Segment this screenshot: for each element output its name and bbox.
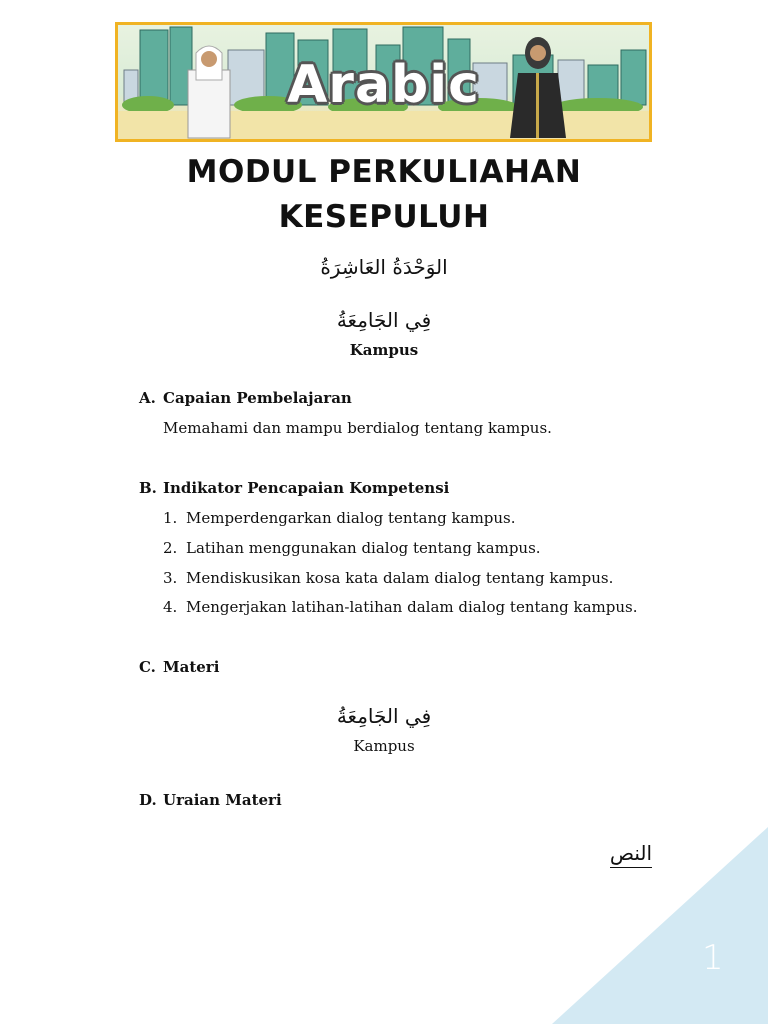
section-a-heading [139,389,352,407]
page-number: 1 [702,938,724,978]
list-item [163,539,541,557]
list-text: Latihan menggunakan dialog tentang kampus. [186,539,541,557]
banner-title: Arabic [287,55,480,115]
materi-arabic: فِي الجَامِعَةُ [336,704,432,728]
list-number: 4. [163,598,178,616]
arabic-text-heading: النص [610,840,652,868]
arabic-topic-title: فِي الجَامِعَةُ [336,308,432,332]
header-banner [115,22,652,142]
section-a-text: Memahami dan mampu berdialog tentang kampus. [163,419,552,437]
section-b-heading [139,479,449,497]
list-text: Mengerjakan latihan-latihan dalam dialog tentang kampus. [186,598,638,616]
section-heading-text: Indikator Pencapaian Kompetensi [163,479,450,497]
list-item [163,569,613,587]
materi-latin: Kampus [353,737,415,755]
list-item [163,598,637,616]
section-heading-text: Materi [163,658,220,676]
list-text: Mendiskusikan kosa kata dalam dialog tentang kampus. [186,569,614,587]
list-number: 2. [163,539,178,557]
section-letter: B. [139,479,157,497]
list-number: 3. [163,569,178,587]
page-title [0,150,768,240]
section-heading-text: Uraian Materi [163,791,282,809]
arabic-unit-title: الوَحْدَةُ العَاشِرَةُ [320,255,448,279]
list-item [163,509,516,527]
list-text: Memperdengarkan dialog tentang kampus. [186,509,516,527]
list-number: 1. [163,509,178,527]
corner-decoration [552,827,768,1024]
section-letter: D. [139,791,157,809]
section-d-heading [139,791,282,809]
topic-latin: Kampus [349,341,419,359]
section-letter: C. [139,658,156,676]
section-c-heading [139,658,219,676]
title-line-2: KESEPULUH [278,199,490,235]
section-heading-text: Capaian Pembelajaran [163,389,352,407]
section-letter: A. [139,389,156,407]
title-line-1: MODUL PERKULIAHAN [186,154,582,190]
